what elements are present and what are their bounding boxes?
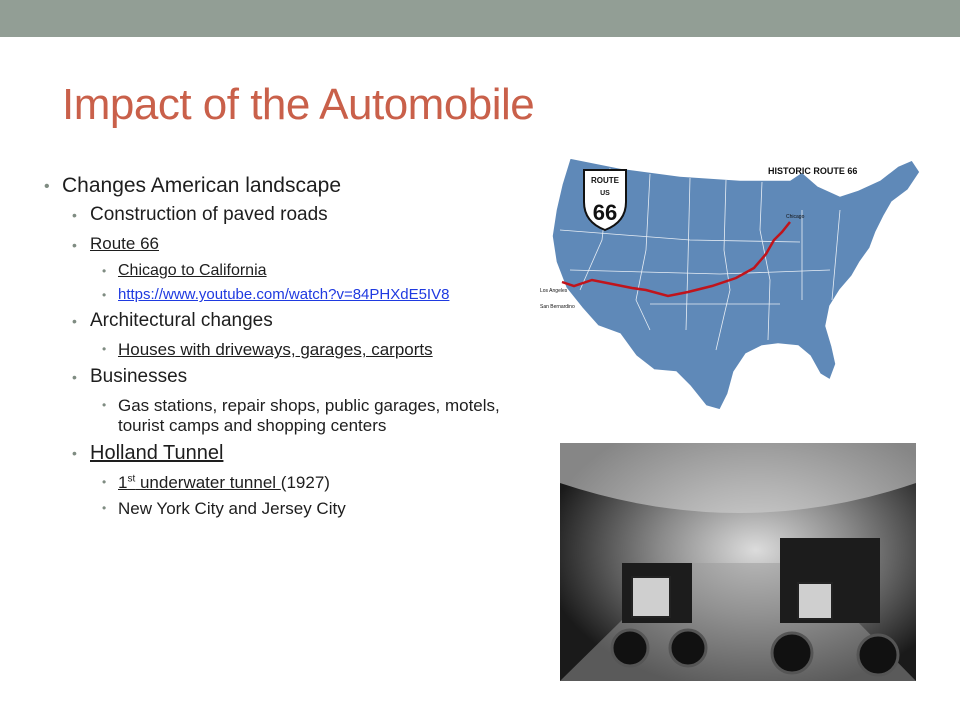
- bullet-dot: •: [102, 398, 107, 413]
- bullet-dot: •: [102, 288, 107, 303]
- bullet-nyc-jersey: [44, 499, 524, 519]
- route66-link[interactable]: Route 66: [90, 234, 159, 253]
- bullet-landscape: [44, 174, 524, 198]
- bullet-text: New York City and Jersey City: [118, 498, 346, 518]
- bullet-dot: •: [102, 500, 107, 515]
- bullet-dot: •: [72, 369, 77, 386]
- bullet-dot: •: [102, 474, 107, 489]
- bullet-dot: •: [72, 207, 77, 223]
- underwater-text: underwater tunnel: [135, 472, 281, 492]
- bullet-dot: •: [44, 178, 50, 195]
- year-text: (1927): [280, 472, 330, 492]
- holland-tunnel-link[interactable]: Holland Tunnel: [90, 441, 224, 464]
- route66-map-image: [540, 150, 930, 420]
- underwater-link[interactable]: [118, 473, 281, 492]
- city-chicago: Chicago: [786, 214, 805, 220]
- bullet-text: Businesses: [90, 366, 188, 388]
- holland-tunnel-photo: [560, 443, 916, 681]
- ordinal-number: 1: [118, 472, 128, 492]
- map-header-text: HISTORIC ROUTE 66: [768, 166, 858, 176]
- bullet-dot: •: [102, 342, 107, 357]
- bullet-dot: •: [72, 444, 77, 461]
- shield-route-text: ROUTE: [591, 176, 619, 185]
- bullet-text: Changes American landscape: [62, 174, 342, 197]
- bullet-text: Architectural changes: [90, 310, 273, 332]
- bullet-text: Construction of paved roads: [90, 204, 328, 225]
- houses-link[interactable]: Houses with driveways, garages, carports: [118, 340, 433, 360]
- slide-title: Impact of the Automobile: [62, 80, 535, 129]
- bullet-houses: [44, 340, 518, 360]
- bullet-list: [44, 174, 524, 525]
- route66-shield: [584, 170, 626, 230]
- bullet-youtube: [44, 286, 524, 304]
- bullet-paved-roads: [44, 204, 524, 226]
- bullet-dot: •: [102, 264, 107, 278]
- bullet-text: [118, 473, 330, 493]
- bullet-architectural: [44, 310, 524, 332]
- city-san-bernardino: San Bernardino: [540, 304, 575, 310]
- ordinal-suffix: st: [127, 473, 136, 485]
- bullet-holland-tunnel: [44, 442, 524, 465]
- city-los-angeles: Los Angeles: [540, 288, 568, 294]
- bullet-businesses: [44, 366, 524, 388]
- bullet-business-types: [44, 396, 518, 436]
- bullet-dot: •: [72, 237, 77, 253]
- bullet-text: Gas stations, repair shops, public garages, motels, tourist camps and shopping centers: [118, 396, 500, 435]
- shield-us-text: US: [600, 190, 610, 197]
- chicago-california-link[interactable]: Chicago to California: [118, 262, 267, 279]
- youtube-link[interactable]: https://www.youtube.com/watch?v=84PHXdE5IV8: [118, 286, 450, 304]
- shield-number-text: 66: [592, 200, 618, 225]
- bullet-chicago-california: [44, 262, 524, 280]
- top-bar: [0, 0, 960, 37]
- bullet-route66: [44, 234, 524, 254]
- bullet-underwater: [44, 473, 524, 493]
- bullet-dot: •: [72, 313, 77, 330]
